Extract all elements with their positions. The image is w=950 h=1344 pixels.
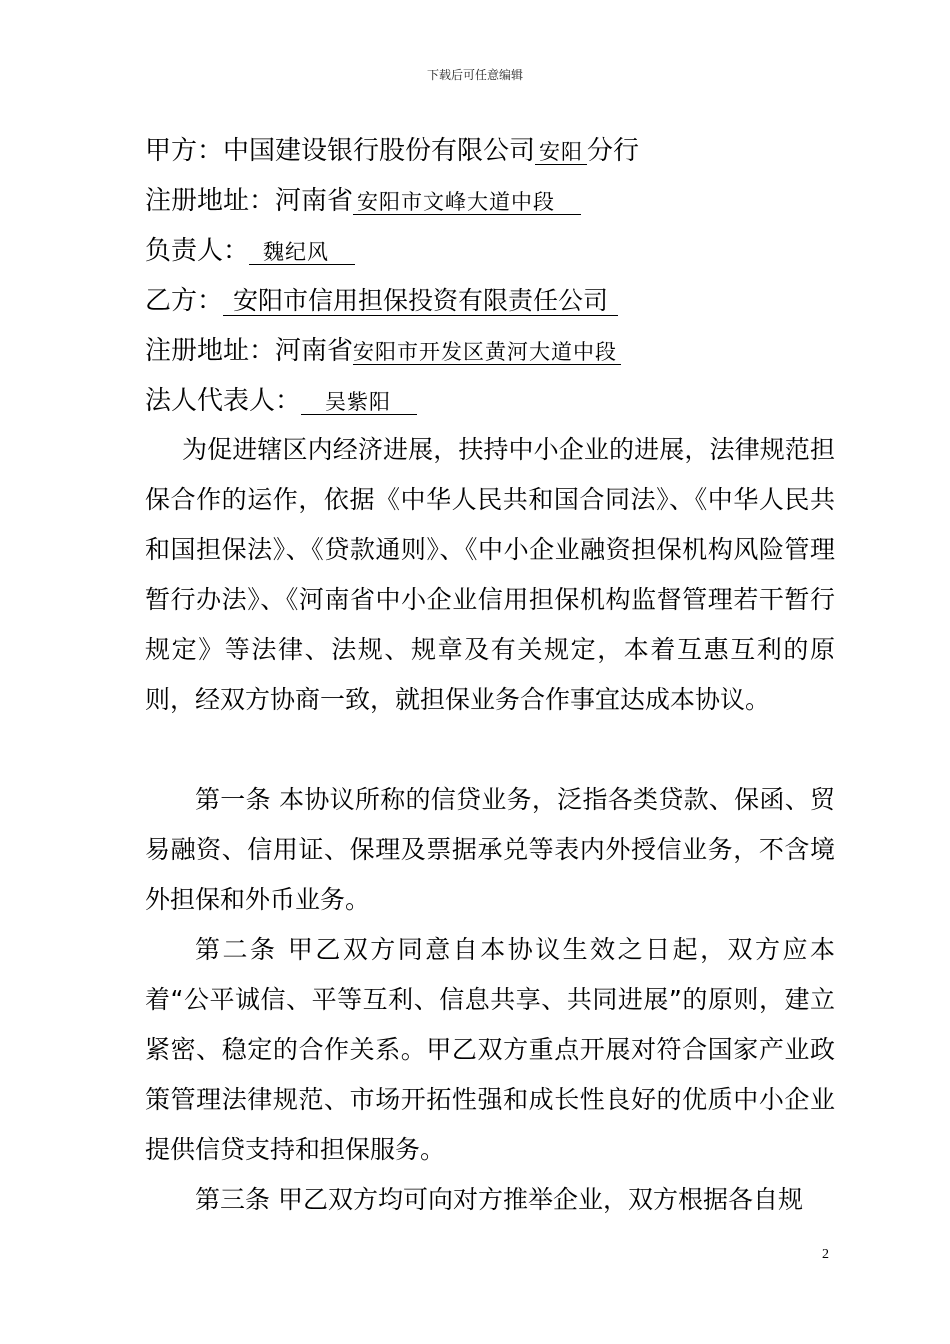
party-b-address-label: 注册地址：河南省	[145, 336, 354, 366]
article-2-paragraph: 第二条 甲乙双方同意自本协议生效之日起，双方应本着“公平诚信、平等互利、信息共享、共同进展”的原则，建立紧密、稳定的合作关系。甲乙双方重点开展对符合国家产业政策管理法律规范、市场开拓性强和成长性良好的优质中小企业提供信贷支持和担保服务。	[145, 935, 835, 1164]
party-a-rep-label: 负责人：	[145, 236, 250, 266]
party-b-label: 乙方：	[145, 286, 224, 316]
party-b-name: 安阳市信用担保投资有限责任公司	[223, 287, 618, 316]
party-a-line	[145, 136, 639, 166]
header-note: 下载后可任意编辑	[426, 68, 523, 82]
party-b-rep-value: 吴紫阳	[301, 390, 417, 415]
party-a-rep-value: 魏纪风	[249, 240, 355, 265]
party-a-suffix: 分行	[587, 136, 640, 166]
party-b-rep-line	[145, 386, 417, 416]
party-a-address-value: 安阳市文峰大道中段	[353, 190, 581, 215]
party-a-address-label: 注册地址：河南省	[145, 186, 354, 216]
intro-paragraph: 为促进辖区内经济进展，扶持中小企业的进展，法律规范担保合作的运作，依据《中华人民共和国合同法》、《中华人民共和国担保法》、《贷款通则》、《中小企业融资担保机构风险管理暂行办法》、《河南省中小企业信用担保机构监督管理若干暂行规定》等法律、法规、规章及有关规定，本着互惠互利的原则，经双方协商一致，就担保业务合作事宜达成本协议。	[145, 435, 835, 714]
article-3-paragraph: 第三条 甲乙双方均可向对方推举企业，双方根据各自规	[195, 1185, 803, 1214]
party-b-address-value: 安阳市开发区黄河大道中段	[353, 340, 621, 365]
party-a-branch-city: 安阳	[535, 140, 587, 165]
party-a-label: 甲方：中国建设银行股份有限公司	[145, 136, 536, 166]
article-1-paragraph: 第一条 本协议所称的信贷业务，泛指各类贷款、保函、贸易融资、信用证、保理及票据承兑等表内外授信业务，不含境外担保和外币业务。	[145, 785, 835, 914]
party-b-rep-label: 法人代表人：	[145, 386, 302, 416]
party-a-rep-line	[145, 236, 355, 266]
party-b-address-line	[145, 336, 621, 366]
party-a-address-line	[145, 186, 581, 216]
party-b-line	[145, 286, 618, 316]
page-number: 2	[822, 1247, 829, 1262]
